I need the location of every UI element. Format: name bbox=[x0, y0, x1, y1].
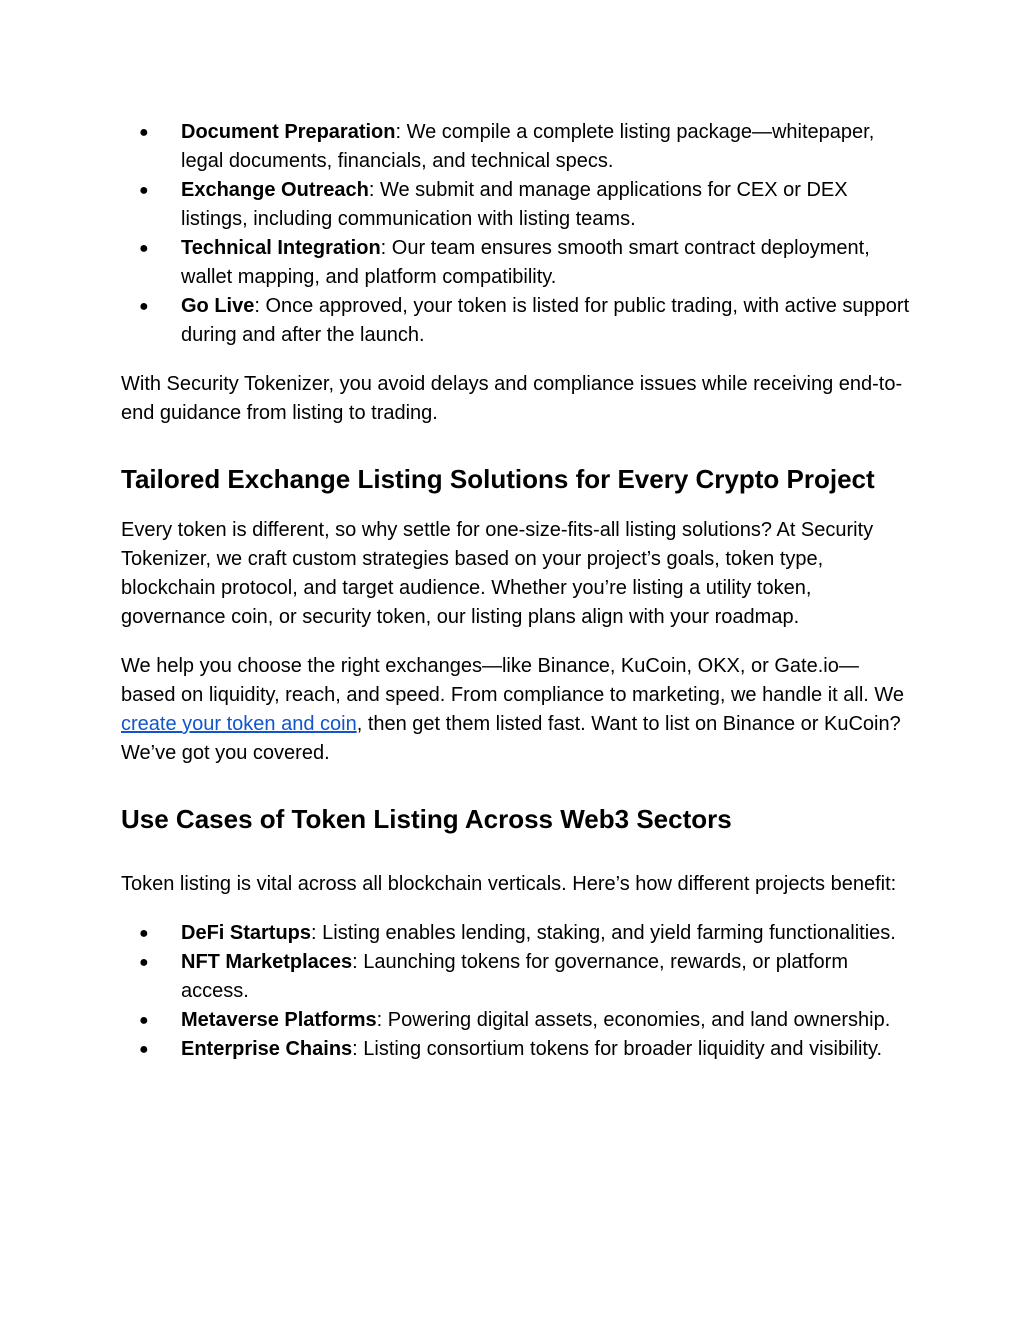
list-item-text: : Powering digital assets, economies, and land ownership. bbox=[376, 1009, 891, 1031]
list-item-text: : Listing consortium tokens for broader liquidity and visibility. bbox=[352, 1038, 883, 1060]
list-item-term: Exchange Outreach bbox=[181, 179, 369, 201]
list-item-term: DeFi Startups bbox=[181, 922, 312, 944]
bullet-icon: ● bbox=[139, 240, 149, 257]
list-item-term: NFT Marketplaces bbox=[181, 951, 353, 973]
document-body bbox=[121, 118, 911, 1064]
paragraph-exchanges bbox=[121, 652, 911, 768]
list-item bbox=[121, 919, 911, 948]
list-item bbox=[121, 292, 911, 350]
bullet-icon: ● bbox=[139, 124, 149, 141]
paragraph-use-cases-intro: Token listing is vital across all blockchain verticals. Here’s how different projects benefit: bbox=[121, 873, 897, 895]
list-item-text: : Listing enables lending, staking, and yield farming functionalities. bbox=[311, 922, 896, 944]
bullet-icon: ● bbox=[139, 1041, 149, 1058]
bullet-icon: ● bbox=[139, 954, 149, 971]
list-item-text: : Once approved, your token is listed for public trading, with active support during and after the launch. bbox=[181, 295, 910, 346]
list-item-text: : Launching tokens for governance, rewards, or platform access. bbox=[181, 951, 848, 1002]
bullet-icon: ● bbox=[139, 925, 149, 942]
list-item bbox=[121, 1035, 911, 1064]
section-heading: Use Cases of Token Listing Across Web3 Sectors bbox=[121, 804, 732, 834]
list-item bbox=[121, 1006, 911, 1035]
bullet-icon: ● bbox=[139, 182, 149, 199]
use-cases-list bbox=[121, 919, 911, 1064]
list-item-text: : We compile a complete listing package—whitepaper, legal documents, financials, and technical specs. bbox=[181, 121, 875, 172]
section-heading: Tailored Exchange Listing Solutions for Every Crypto Project bbox=[121, 464, 875, 494]
list-item bbox=[121, 118, 911, 176]
list-item-text: : Our team ensures smooth smart contract deployment, wallet mapping, and platform compatibility. bbox=[181, 237, 870, 288]
list-item-term: Enterprise Chains bbox=[181, 1038, 353, 1060]
create-token-link[interactable]: create your token and coin bbox=[121, 713, 357, 735]
list-item bbox=[121, 234, 911, 292]
process-steps-list bbox=[121, 118, 911, 350]
list-item-term: Technical Integration bbox=[181, 237, 381, 259]
paragraph-text: We help you choose the right exchanges—like Binance, KuCoin, OKX, or Gate.io—based on liquidity, reach, and speed. From compliance to marketing, we handle it all. We bbox=[121, 655, 905, 706]
list-item bbox=[121, 948, 911, 1006]
bullet-icon: ● bbox=[139, 1012, 149, 1029]
paragraph-text: , then get them listed fast. Want to list on Binance or KuCoin? We’ve got you covered. bbox=[121, 713, 901, 764]
list-item bbox=[121, 176, 911, 234]
bullet-icon: ● bbox=[139, 298, 149, 315]
list-item-term: Metaverse Platforms bbox=[181, 1009, 377, 1031]
paragraph-tailored: Every token is different, so why settle for one-size-fits-all listing solutions? At Security Tokenizer, we craft custom strategies based on your project’s goals, token type, blockchain protocol, and target audience. Whether you’re listing a utility token, governance coin, or security token, our listing plans align with your roadmap. bbox=[121, 519, 874, 628]
list-item-text: : We submit and manage applications for CEX or DEX listings, including communication with listing teams. bbox=[181, 179, 848, 230]
list-item-term: Go Live bbox=[181, 295, 255, 317]
list-item-term: Document Preparation bbox=[181, 121, 396, 143]
paragraph-summary: With Security Tokenizer, you avoid delays and compliance issues while receiving end-to-end guidance from listing to trading. bbox=[121, 373, 903, 424]
